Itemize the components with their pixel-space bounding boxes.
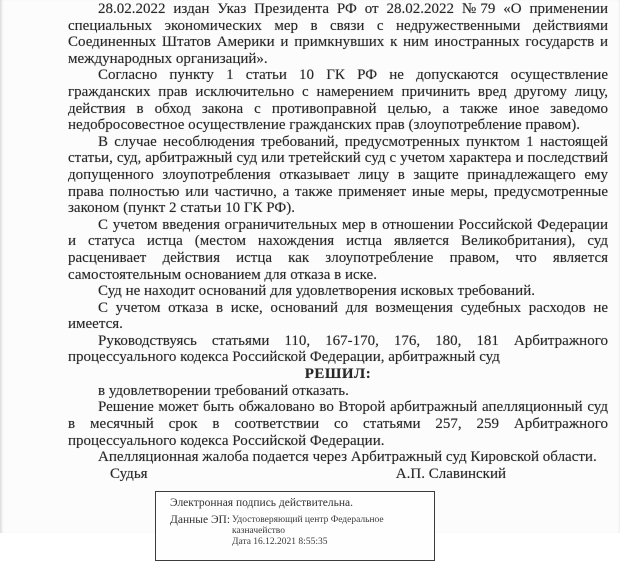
paragraph-appeal-procedure: Решение может быть обжаловано во Второй арбитражный апелляционный суд в месячный срок в соответствии со статьями 257, 259 Арбитражного процессуального кодекса Российской Федерации. xyxy=(68,399,608,449)
paragraph-court-costs: С учетом отказа в иске, оснований для возмещения судебных расходов не имеется. xyxy=(68,299,608,333)
judge-role-label: Судья xyxy=(110,466,148,483)
electronic-signature-stamp xyxy=(155,491,435,561)
paragraph-no-grounds: Суд не находит оснований для удовлетворения исковых требований. xyxy=(98,283,535,300)
paragraph-guided-by-articles: Руководствуясь статьями 110, 167-170, 176, 180, 181 Арбитражного процессуального кодекса Российской Федерации, арбитражный суд xyxy=(68,332,608,366)
paragraph-abuse-of-right: С учетом введения ограничительных мер в отношении Российской Федерации и статуса истца (местом нахождения истца является Великобритания), суд расценивает действия истца как злоупотребление правом, что является самостоятельным основанием для отказа в иске. xyxy=(68,216,608,283)
document-body xyxy=(68,1,608,483)
judge-name: А.П. Славинский xyxy=(395,466,506,483)
paragraph-article-10-p1: Согласно пункту 1 статьи 10 ГК РФ не допускаются осуществление гражданских прав исключительно с намерением причинить вред другому лицу, действия в обход закона с противоправной целью, а также иное заведомо недобросовестное осуществление гражданских прав (злоупотребление правом). xyxy=(68,67,608,134)
stamp-details-row xyxy=(170,514,434,548)
stamp-certification-authority: Удостоверяющий центр Федеральное казначейство xyxy=(232,515,384,536)
stamp-validity-text: Электронная подпись действительна. xyxy=(170,497,353,509)
resolution-heading: РЕШИЛ: xyxy=(304,366,372,383)
paragraph-article-10-p2: В случае несоблюдения требований, предусмотренных пунктом 1 настоящей статьи, суд, арбитражный суд или третейский суд с учетом характера и последствий допущенного злоупотребления отказывает лицу в защите принадлежащего ему права полностью или частично, а также применяет иные меры, предусмотренные законом (пункт 2 статьи 10 ГК РФ). xyxy=(68,133,608,217)
stamp-date: Дата 16.12.2021 8:55:35 xyxy=(232,537,328,547)
signature-row xyxy=(68,466,608,483)
paragraph-appeal-filing: Апелляционная жалоба подается через Арбитражный суд Кировской области. xyxy=(98,449,597,466)
paragraph-deny-claims: в удовлетворении требований отказать. xyxy=(98,382,349,399)
stamp-data-label: Данные ЭП: xyxy=(170,514,231,526)
paragraph-presidential-decree: 28.02.2022 издан Указ Президента РФ от 28.02.2022 №79 «О применении специальных экономических мер в связи с недружественными действиями Соединенных Штатов Америки и примкнувших к ним иностранных государств и международных организаций». xyxy=(68,1,608,67)
stamp-detail-block xyxy=(232,514,434,548)
